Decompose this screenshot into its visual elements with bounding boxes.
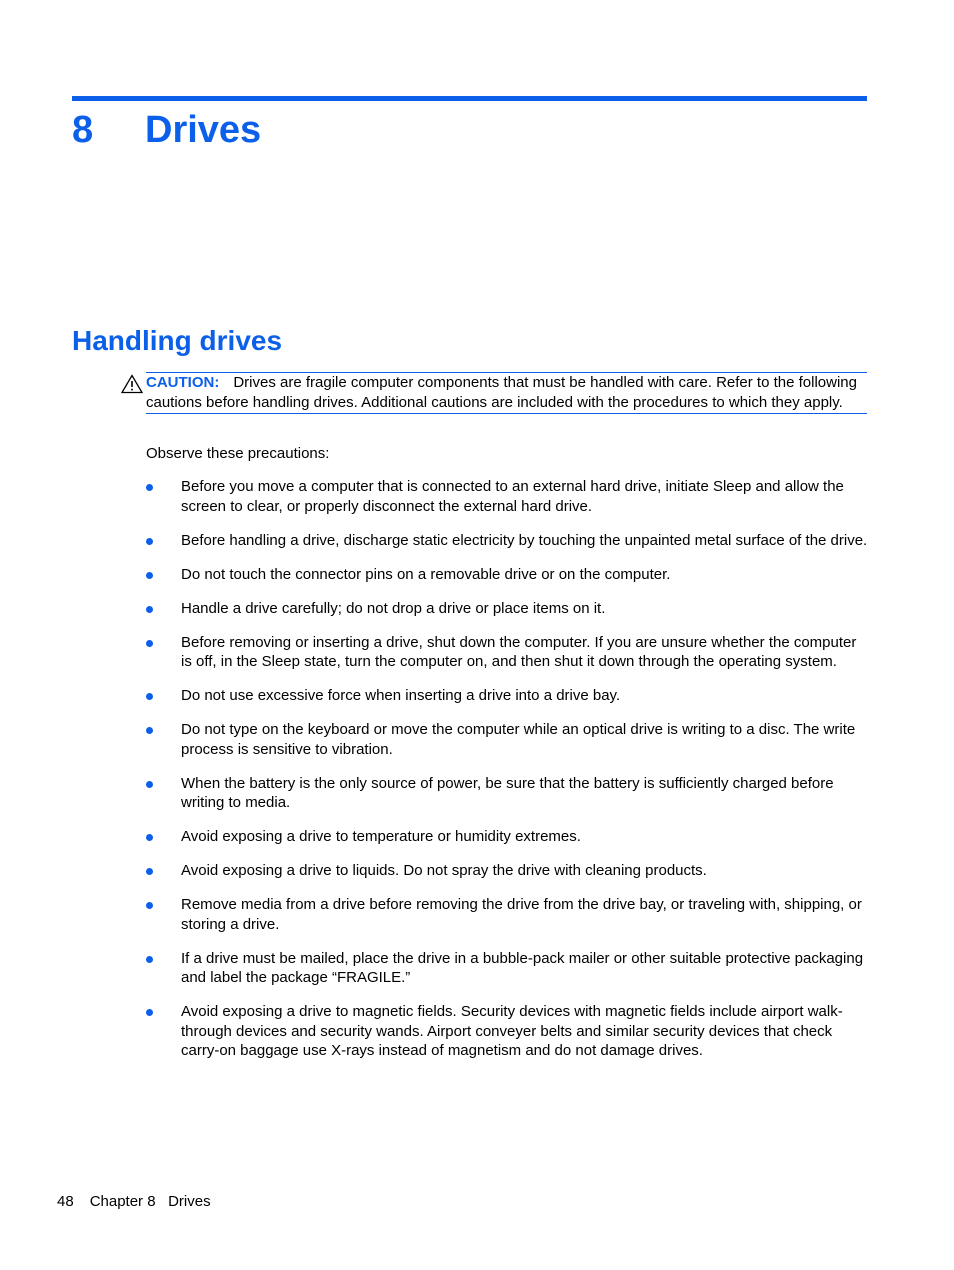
page-footer — [57, 1192, 211, 1212]
list-item — [146, 599, 868, 619]
list-item — [146, 531, 868, 551]
section-heading: Handling drives — [72, 325, 283, 356]
caution-label: CAUTION: — [146, 374, 220, 391]
list-item — [146, 633, 868, 672]
list-item-text: If a drive must be mailed, place the drive in a bubble-pack mailer or other suitable protective packaging and label the package “FRAGILE.” — [181, 949, 864, 986]
bullet-icon — [146, 606, 153, 613]
list-item — [146, 949, 868, 988]
list-item-text: Do not type on the keyboard or move the computer while an optical drive is writing to a disc. The write process is sensitive to vibration. — [181, 721, 856, 758]
bullet-icon — [146, 781, 153, 788]
bullet-icon — [146, 902, 153, 909]
chapter-number: 8 — [72, 109, 94, 151]
bullet-icon — [146, 1009, 153, 1016]
page-number: 48 — [57, 1193, 74, 1210]
bullet-icon — [146, 572, 153, 579]
intro-text: Observe these precautions: — [146, 445, 330, 462]
bullet-icon — [146, 956, 153, 963]
bullet-icon — [146, 484, 153, 491]
bullet-icon — [146, 868, 153, 875]
list-item-text: Avoid exposing a drive to magnetic fields. Security devices with magnetic fields include airport walk-through devices and security wands. Airport conveyer belts and similar security devices that check carry-on baggage use X-rays instead of magnetism and do not damage drives. — [181, 1003, 843, 1059]
list-item — [146, 895, 868, 934]
chapter-heading — [72, 106, 261, 154]
chapter-title: Drives — [145, 109, 262, 151]
list-item-text: Before removing or inserting a drive, shut down the computer. If you are unsure whether the computer is off, in the Sleep state, turn the computer on, and then shut it down through the operating system. — [181, 633, 857, 670]
list-item — [146, 686, 868, 706]
caution-text: Drives are fragile computer components that must be handled with care. Refer to the following cautions before handling drives. Additional cautions are included with the procedures to which they apply. — [146, 374, 857, 411]
warning-triangle-icon — [121, 374, 143, 394]
bullet-icon — [146, 640, 153, 647]
list-item — [146, 720, 868, 759]
list-item-text: Avoid exposing a drive to liquids. Do not spray the drive with cleaning products. — [181, 862, 707, 879]
list-item-text: Before you move a computer that is connected to an external hard drive, initiate Sleep and allow the screen to clear, or properly disconnect the external hard drive. — [181, 478, 844, 515]
precautions-list — [146, 477, 868, 1075]
list-item-text: Avoid exposing a drive to temperature or humidity extremes. — [181, 828, 581, 845]
list-item-text: Handle a drive carefully; do not drop a drive or place items on it. — [181, 599, 606, 617]
footer-chapter-label: Chapter 8 Drives — [89, 1193, 211, 1210]
chapter-rule — [72, 96, 867, 101]
list-item — [146, 1002, 868, 1061]
list-item-text: Before handling a drive, discharge static electricity by touching the unpainted metal surface of the drive. — [181, 531, 868, 549]
bullet-icon — [146, 538, 153, 545]
caution-box — [146, 372, 867, 414]
list-item-text: When the battery is the only source of power, be sure that the battery is sufficiently charged before writing to media. — [181, 774, 834, 811]
list-item-text: Remove media from a drive before removing the drive from the drive bay, or traveling with, shipping, or storing a drive. — [181, 896, 862, 933]
bullet-icon — [146, 727, 153, 734]
list-item — [146, 477, 868, 516]
bullet-icon — [146, 834, 153, 841]
list-item — [146, 861, 868, 881]
list-item — [146, 827, 868, 847]
bullet-icon — [146, 693, 153, 700]
list-item-text: Do not touch the connector pins on a removable drive or on the computer. — [181, 565, 671, 583]
list-item — [146, 565, 868, 585]
list-item — [146, 774, 868, 813]
list-item-text: Do not use excessive force when inserting a drive into a drive bay. — [181, 687, 621, 704]
